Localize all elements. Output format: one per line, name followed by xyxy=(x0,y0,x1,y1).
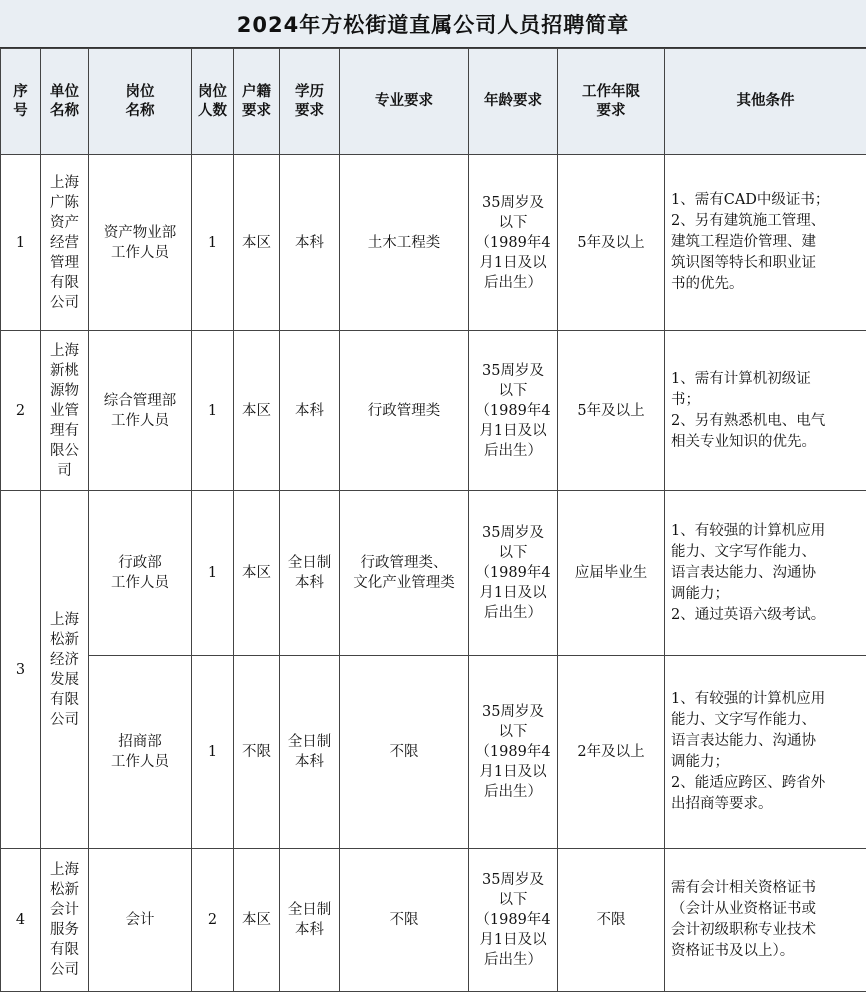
cell-unit: 上海 新桃 源物 业管 理有 限公 司 xyxy=(41,331,89,491)
cell-unit: 上海 松新 会计 服务 有限 公司 xyxy=(41,849,89,992)
cell-age: 35周岁及 以下 （1989年4 月1日及以 后出生） xyxy=(469,331,558,491)
table-row xyxy=(1,155,866,331)
cell-post: 综合管理部 工作人员 xyxy=(89,331,192,491)
cell-major: 土木工程类 xyxy=(340,155,469,331)
cell-post: 会计 xyxy=(89,849,192,992)
cell-age: 35周岁及 以下 （1989年4 月1日及以 后出生） xyxy=(469,849,558,992)
cell-other: 需有会计相关资格证书 （会计从业资格证书或 会计初级职称专业技术 资格证书及以上）。 xyxy=(665,849,866,992)
cell-major: 行政管理类、 文化产业管理类 xyxy=(340,491,469,656)
cell-seq: 1 xyxy=(1,155,41,331)
cell-age: 35周岁及 以下 （1989年4 月1日及以 后出生） xyxy=(469,491,558,656)
header-hukou: 户籍 要求 xyxy=(234,49,280,155)
table-row xyxy=(1,849,866,992)
cell-post: 招商部 工作人员 xyxy=(89,656,192,849)
cell-hukou: 本区 xyxy=(234,155,280,331)
cell-edu: 本科 xyxy=(280,155,340,331)
header-count: 岗位 人数 xyxy=(192,49,234,155)
cell-major: 行政管理类 xyxy=(340,331,469,491)
cell-edu: 全日制 本科 xyxy=(280,849,340,992)
cell-other: 1、有较强的计算机应用 能力、文字写作能力、 语言表达能力、沟通协 调能力； 2、通过英语六级考试。 xyxy=(665,491,866,656)
header-major: 专业要求 xyxy=(340,49,469,155)
cell-seq: 3 xyxy=(1,491,41,849)
cell-unit: 上海 松新 经济 发展 有限 公司 xyxy=(41,491,89,849)
cell-count: 2 xyxy=(192,849,234,992)
cell-years: 应届毕业生 xyxy=(558,491,665,656)
cell-edu: 本科 xyxy=(280,331,340,491)
cell-age: 35周岁及 以下 （1989年4 月1日及以 后出生） xyxy=(469,656,558,849)
cell-count: 1 xyxy=(192,491,234,656)
header-seq: 序 号 xyxy=(1,49,41,155)
cell-edu: 全日制 本科 xyxy=(280,491,340,656)
table-row xyxy=(1,491,866,656)
cell-seq: 4 xyxy=(1,849,41,992)
cell-count: 1 xyxy=(192,656,234,849)
header-age: 年龄要求 xyxy=(469,49,558,155)
recruitment-table xyxy=(0,48,866,992)
document-title: 2024年方松街道直属公司人员招聘简章 xyxy=(0,0,866,48)
cell-post: 行政部 工作人员 xyxy=(89,491,192,656)
cell-count: 1 xyxy=(192,155,234,331)
cell-years: 5年及以上 xyxy=(558,331,665,491)
cell-years: 不限 xyxy=(558,849,665,992)
header-years: 工作年限 要求 xyxy=(558,49,665,155)
cell-major: 不限 xyxy=(340,849,469,992)
cell-seq: 2 xyxy=(1,331,41,491)
cell-other: 1、需有CAD中级证书； 2、另有建筑施工管理、 建筑工程造价管理、建 筑识图等特长和职业证 书的优先。 xyxy=(665,155,866,331)
header-edu: 学历 要求 xyxy=(280,49,340,155)
cell-hukou: 本区 xyxy=(234,491,280,656)
table-row xyxy=(1,331,866,491)
header-row xyxy=(1,49,866,155)
cell-unit: 上海 广陈 资产 经营 管理 有限 公司 xyxy=(41,155,89,331)
cell-major: 不限 xyxy=(340,656,469,849)
cell-edu: 全日制 本科 xyxy=(280,656,340,849)
cell-other: 1、需有计算机初级证 书； 2、另有熟悉机电、电气 相关专业知识的优先。 xyxy=(665,331,866,491)
cell-other: 1、有较强的计算机应用 能力、文字写作能力、 语言表达能力、沟通协 调能力； 2、能适应跨区、跨省外 出招商等要求。 xyxy=(665,656,866,849)
header-other: 其他条件 xyxy=(665,49,866,155)
cell-count: 1 xyxy=(192,331,234,491)
cell-post: 资产物业部 工作人员 xyxy=(89,155,192,331)
header-unit: 单位 名称 xyxy=(41,49,89,155)
cell-years: 5年及以上 xyxy=(558,155,665,331)
cell-age: 35周岁及 以下 （1989年4 月1日及以 后出生） xyxy=(469,155,558,331)
table-row xyxy=(1,656,866,849)
cell-hukou: 本区 xyxy=(234,331,280,491)
cell-years: 2年及以上 xyxy=(558,656,665,849)
header-post: 岗位 名称 xyxy=(89,49,192,155)
cell-hukou: 本区 xyxy=(234,849,280,992)
cell-hukou: 不限 xyxy=(234,656,280,849)
